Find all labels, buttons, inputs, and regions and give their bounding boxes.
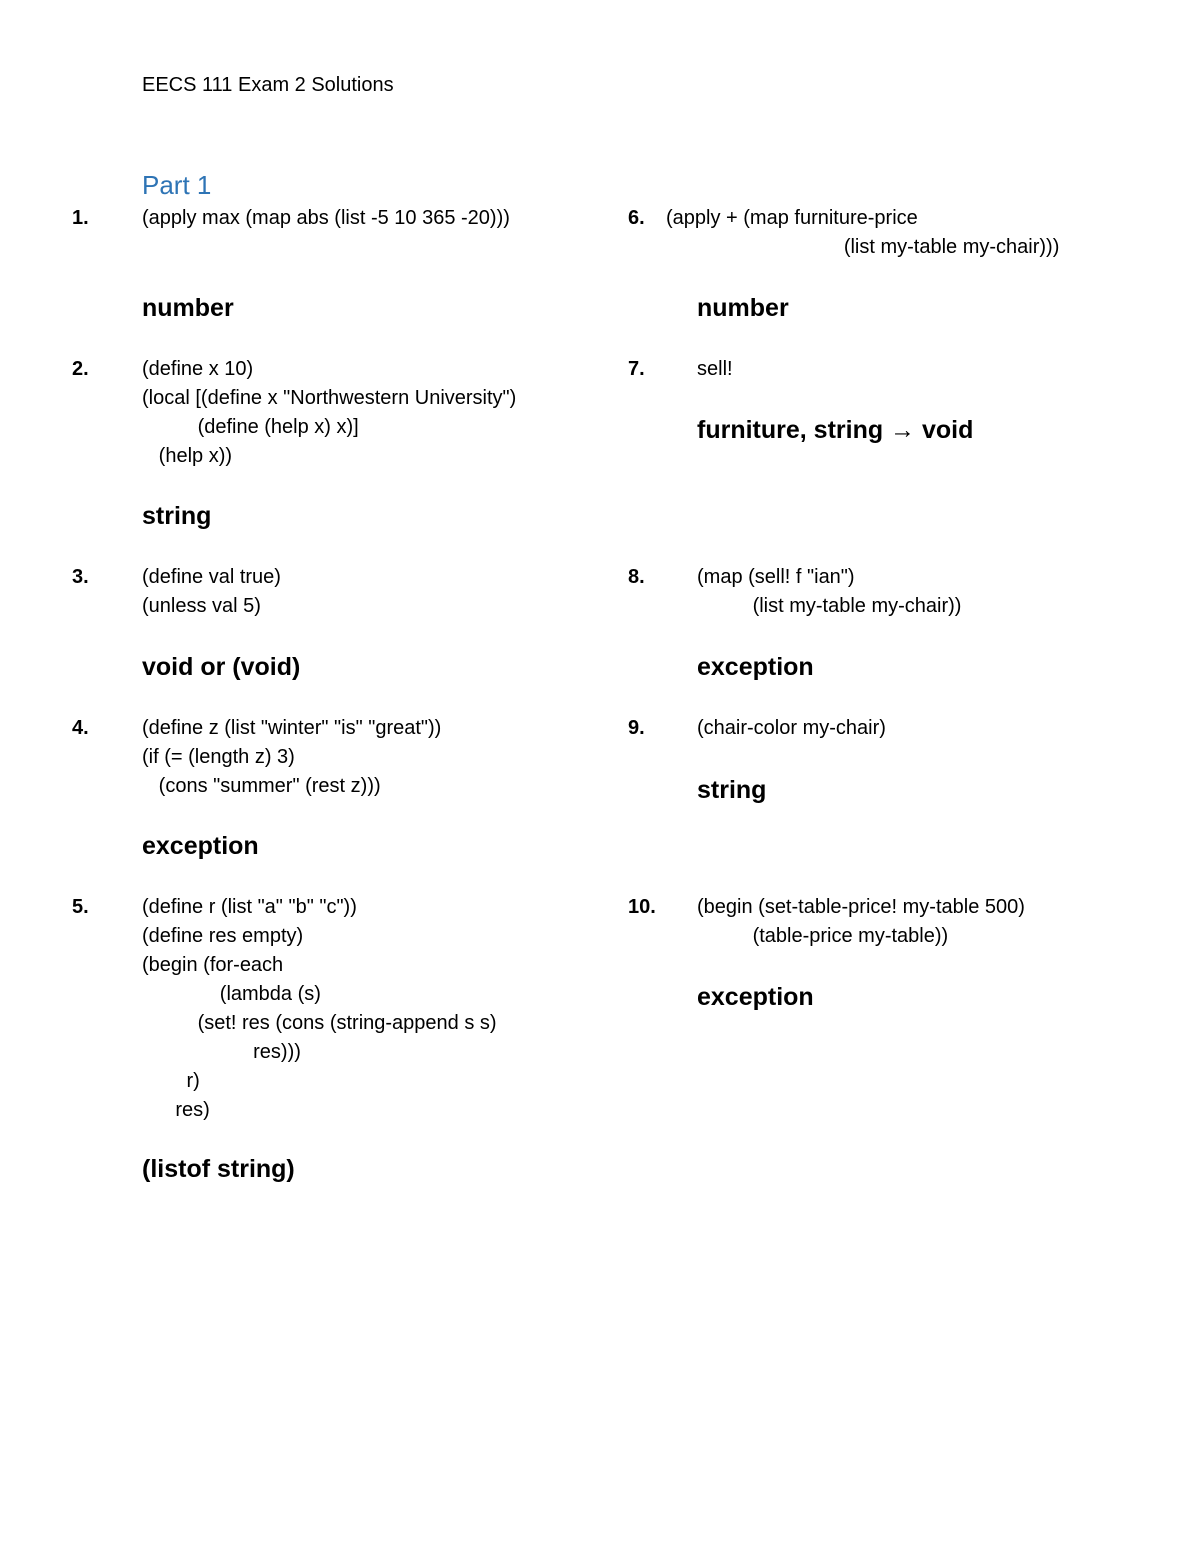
code-line: (define z (list "winter" "is" "great")): [142, 717, 442, 739]
code-line: (define x 10): [142, 358, 254, 380]
code-line: (apply + (map furniture-price: [666, 207, 918, 229]
code-line: (help x)): [142, 445, 233, 467]
code-line: (if (= (length z) 3): [142, 746, 295, 768]
code-line: r): [142, 1070, 200, 1092]
code-line: (begin (for-each: [142, 954, 284, 976]
question-9-code: [697, 714, 886, 743]
code-line: (define (help x) x)]: [142, 416, 359, 438]
question-4-code: [142, 714, 441, 801]
question-2-answer: string: [142, 502, 212, 530]
question-number-4: 4.: [72, 717, 89, 739]
question-1-code: [142, 204, 510, 233]
question-6-code: [666, 204, 1059, 262]
question-number-3: 3.: [72, 566, 89, 588]
code-line: (table-price my-table)): [697, 925, 949, 947]
question-number-2: 2.: [72, 358, 89, 380]
question-2-code: [142, 355, 516, 471]
question-7-answer: furniture, string → void: [697, 416, 974, 444]
code-line: (list my-table my-chair)): [697, 595, 962, 617]
code-line: (chair-color my-chair): [697, 717, 886, 739]
part-title: Part 1: [142, 170, 212, 200]
question-8-code: [697, 563, 961, 621]
code-line: (begin (set-table-price! my-table 500): [697, 896, 1025, 918]
question-5-code: [142, 893, 497, 1125]
code-line: (define val true): [142, 566, 281, 588]
question-6-answer: number: [697, 294, 789, 322]
code-line: (cons "summer" (rest z))): [142, 775, 381, 797]
code-line: (local [(define x "Northwestern University"): [142, 387, 517, 409]
code-line: (apply max (map abs (list -5 10 365 -20))): [142, 207, 510, 229]
question-8-answer: exception: [697, 653, 814, 681]
code-line: sell!: [697, 358, 733, 380]
question-10-answer: exception: [697, 983, 814, 1011]
code-line: (define r (list "a" "b" "c")): [142, 896, 357, 918]
question-number-8: 8.: [628, 566, 645, 588]
code-line: (set! res (cons (string-append s s): [142, 1012, 497, 1034]
question-4-answer: exception: [142, 832, 259, 860]
code-line: res))): [142, 1041, 301, 1063]
question-number-5: 5.: [72, 896, 89, 918]
code-line: (lambda (s): [142, 983, 321, 1005]
question-number-1: 1.: [72, 207, 89, 229]
code-line: (unless val 5): [142, 595, 261, 617]
question-number-9: 9.: [628, 717, 645, 739]
question-5-answer: (listof string): [142, 1155, 295, 1183]
question-number-10: 10.: [628, 896, 656, 918]
question-3-answer: void or (void): [142, 653, 301, 681]
code-line: (define res empty): [142, 925, 304, 947]
question-9-answer: string: [697, 776, 767, 804]
question-3-code: [142, 563, 281, 621]
question-number-6: 6.: [628, 207, 645, 229]
question-number-7: 7.: [628, 358, 645, 380]
code-line: (list my-table my-chair))): [666, 236, 1060, 258]
question-7-code: [697, 355, 733, 384]
question-1-answer: number: [142, 294, 234, 322]
question-10-code: [697, 893, 1025, 951]
document-header: EECS 111 Exam 2 Solutions: [142, 74, 394, 96]
code-line: (map (sell! f "ian"): [697, 566, 855, 588]
code-line: res): [142, 1099, 210, 1121]
